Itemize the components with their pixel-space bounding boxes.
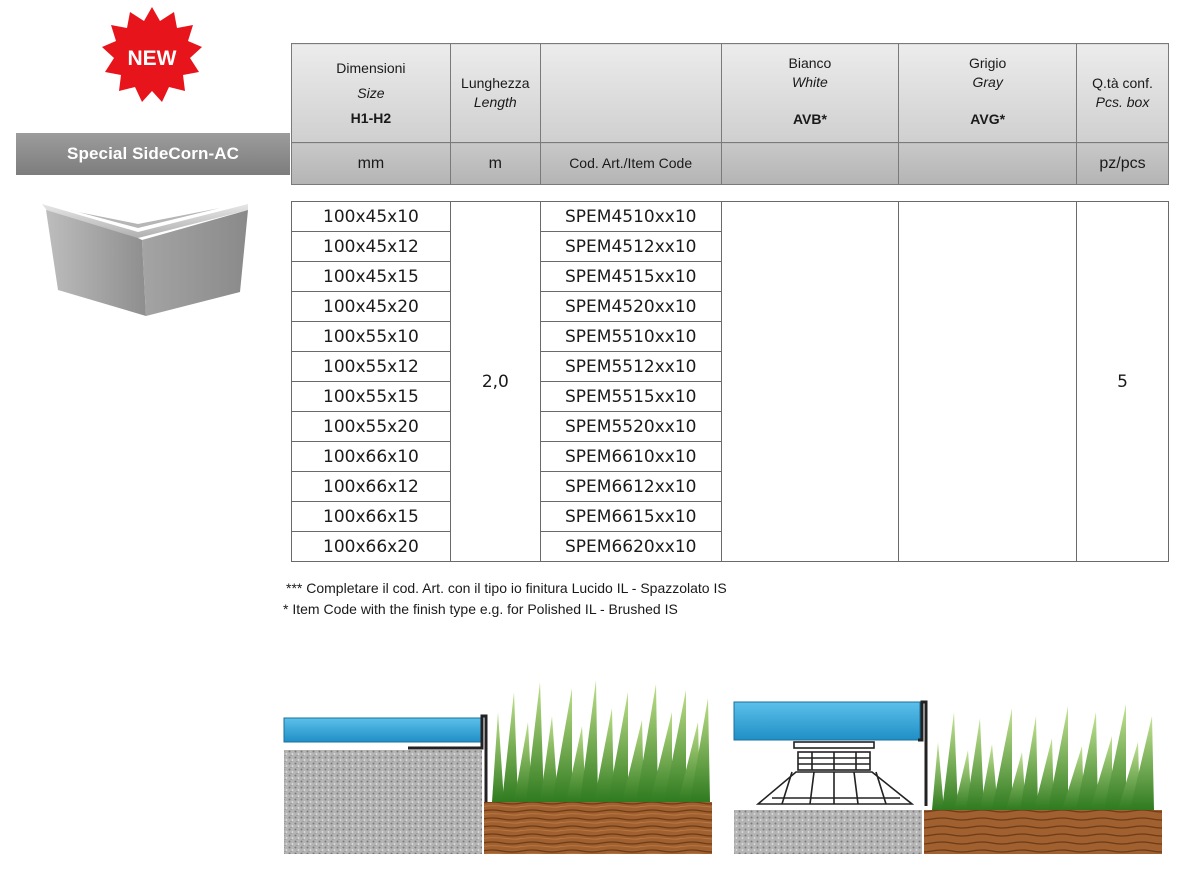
header-dimensions-code: H1-H2 [350, 109, 392, 126]
note-italian: *** Completare il cod. Art. con il tipo io finitura Lucido IL - Spazzolato IS [286, 580, 727, 596]
item-code-cell: SPEM6610xx10 [540, 442, 721, 472]
table-row [292, 202, 1169, 232]
size-cell: 100x45x10 [292, 202, 451, 232]
size-cell: 100x66x15 [292, 502, 451, 532]
header-gray-en: Gray [972, 74, 1003, 90]
item-code-cell: SPEM4510xx10 [540, 202, 721, 232]
item-code-cell: SPEM6620xx10 [540, 532, 721, 562]
header-qty-en: Pcs. box [1095, 94, 1150, 110]
size-cell: 100x55x15 [292, 382, 451, 412]
gray-cell [899, 202, 1077, 562]
section-title: Special SideCorn-AC [67, 144, 239, 163]
unit-gray [899, 143, 1077, 185]
item-code-cell: SPEM4515xx10 [540, 262, 721, 292]
header-length-it: Lunghezza [461, 75, 530, 91]
size-cell: 100x45x12 [292, 232, 451, 262]
header-gray-it: Grigio [968, 55, 1007, 71]
size-cell: 100x55x12 [292, 352, 451, 382]
installation-illustration-pedestal [732, 672, 1162, 854]
item-code-cell: SPEM5512xx10 [540, 352, 721, 382]
size-cell: 100x66x10 [292, 442, 451, 472]
item-code-cell: SPEM5515xx10 [540, 382, 721, 412]
item-code-cell: SPEM6615xx10 [540, 502, 721, 532]
header-length [450, 44, 540, 143]
size-cell: 100x45x15 [292, 262, 451, 292]
header-white-en: White [792, 74, 828, 90]
size-cell: 100x55x10 [292, 322, 451, 352]
size-cell: 100x55x20 [292, 412, 451, 442]
unit-item-code: Cod. Art./Item Code [540, 143, 721, 185]
size-cell: 100x45x20 [292, 292, 451, 322]
product-table [291, 201, 1169, 562]
header-dimensions-en: Size [357, 84, 385, 101]
header-gray-code: AVG* [970, 111, 1006, 127]
profile-illustration [38, 198, 254, 318]
header-dimensions-it: Dimensioni [336, 59, 406, 76]
new-badge [100, 5, 204, 109]
header-dimensions [292, 44, 451, 143]
unit-qty: pz/pcs [1077, 143, 1169, 185]
unit-white [721, 143, 899, 185]
unit-dimensions: mm [292, 143, 451, 185]
header-length-en: Length [473, 94, 517, 110]
header-table [291, 43, 1169, 185]
size-cell: 100x66x12 [292, 472, 451, 502]
header-item-code-empty [540, 44, 721, 143]
header-white-it: Bianco [788, 55, 832, 71]
item-code-cell: SPEM4512xx10 [540, 232, 721, 262]
item-code-cell: SPEM4520xx10 [540, 292, 721, 322]
item-code-cell: SPEM5510xx10 [540, 322, 721, 352]
header-qty-it: Q.tà conf. [1092, 75, 1153, 91]
installation-illustration-ground [282, 672, 712, 854]
length-cell: 2,0 [450, 202, 540, 562]
header-white [721, 44, 899, 143]
header-white-code: AVB* [792, 111, 827, 127]
item-code-cell: SPEM5520xx10 [540, 412, 721, 442]
note-english: * Item Code with the finish type e.g. for Polished IL - Brushed IS [283, 601, 678, 617]
item-code-cell: SPEM6612xx10 [540, 472, 721, 502]
white-cell [721, 202, 899, 562]
section-title-bar [16, 133, 290, 175]
size-cell: 100x66x20 [292, 532, 451, 562]
new-badge-label: NEW [127, 47, 177, 70]
header-gray [899, 44, 1077, 143]
qty-cell: 5 [1077, 202, 1169, 562]
header-qty [1077, 44, 1169, 143]
unit-length: m [450, 143, 540, 185]
